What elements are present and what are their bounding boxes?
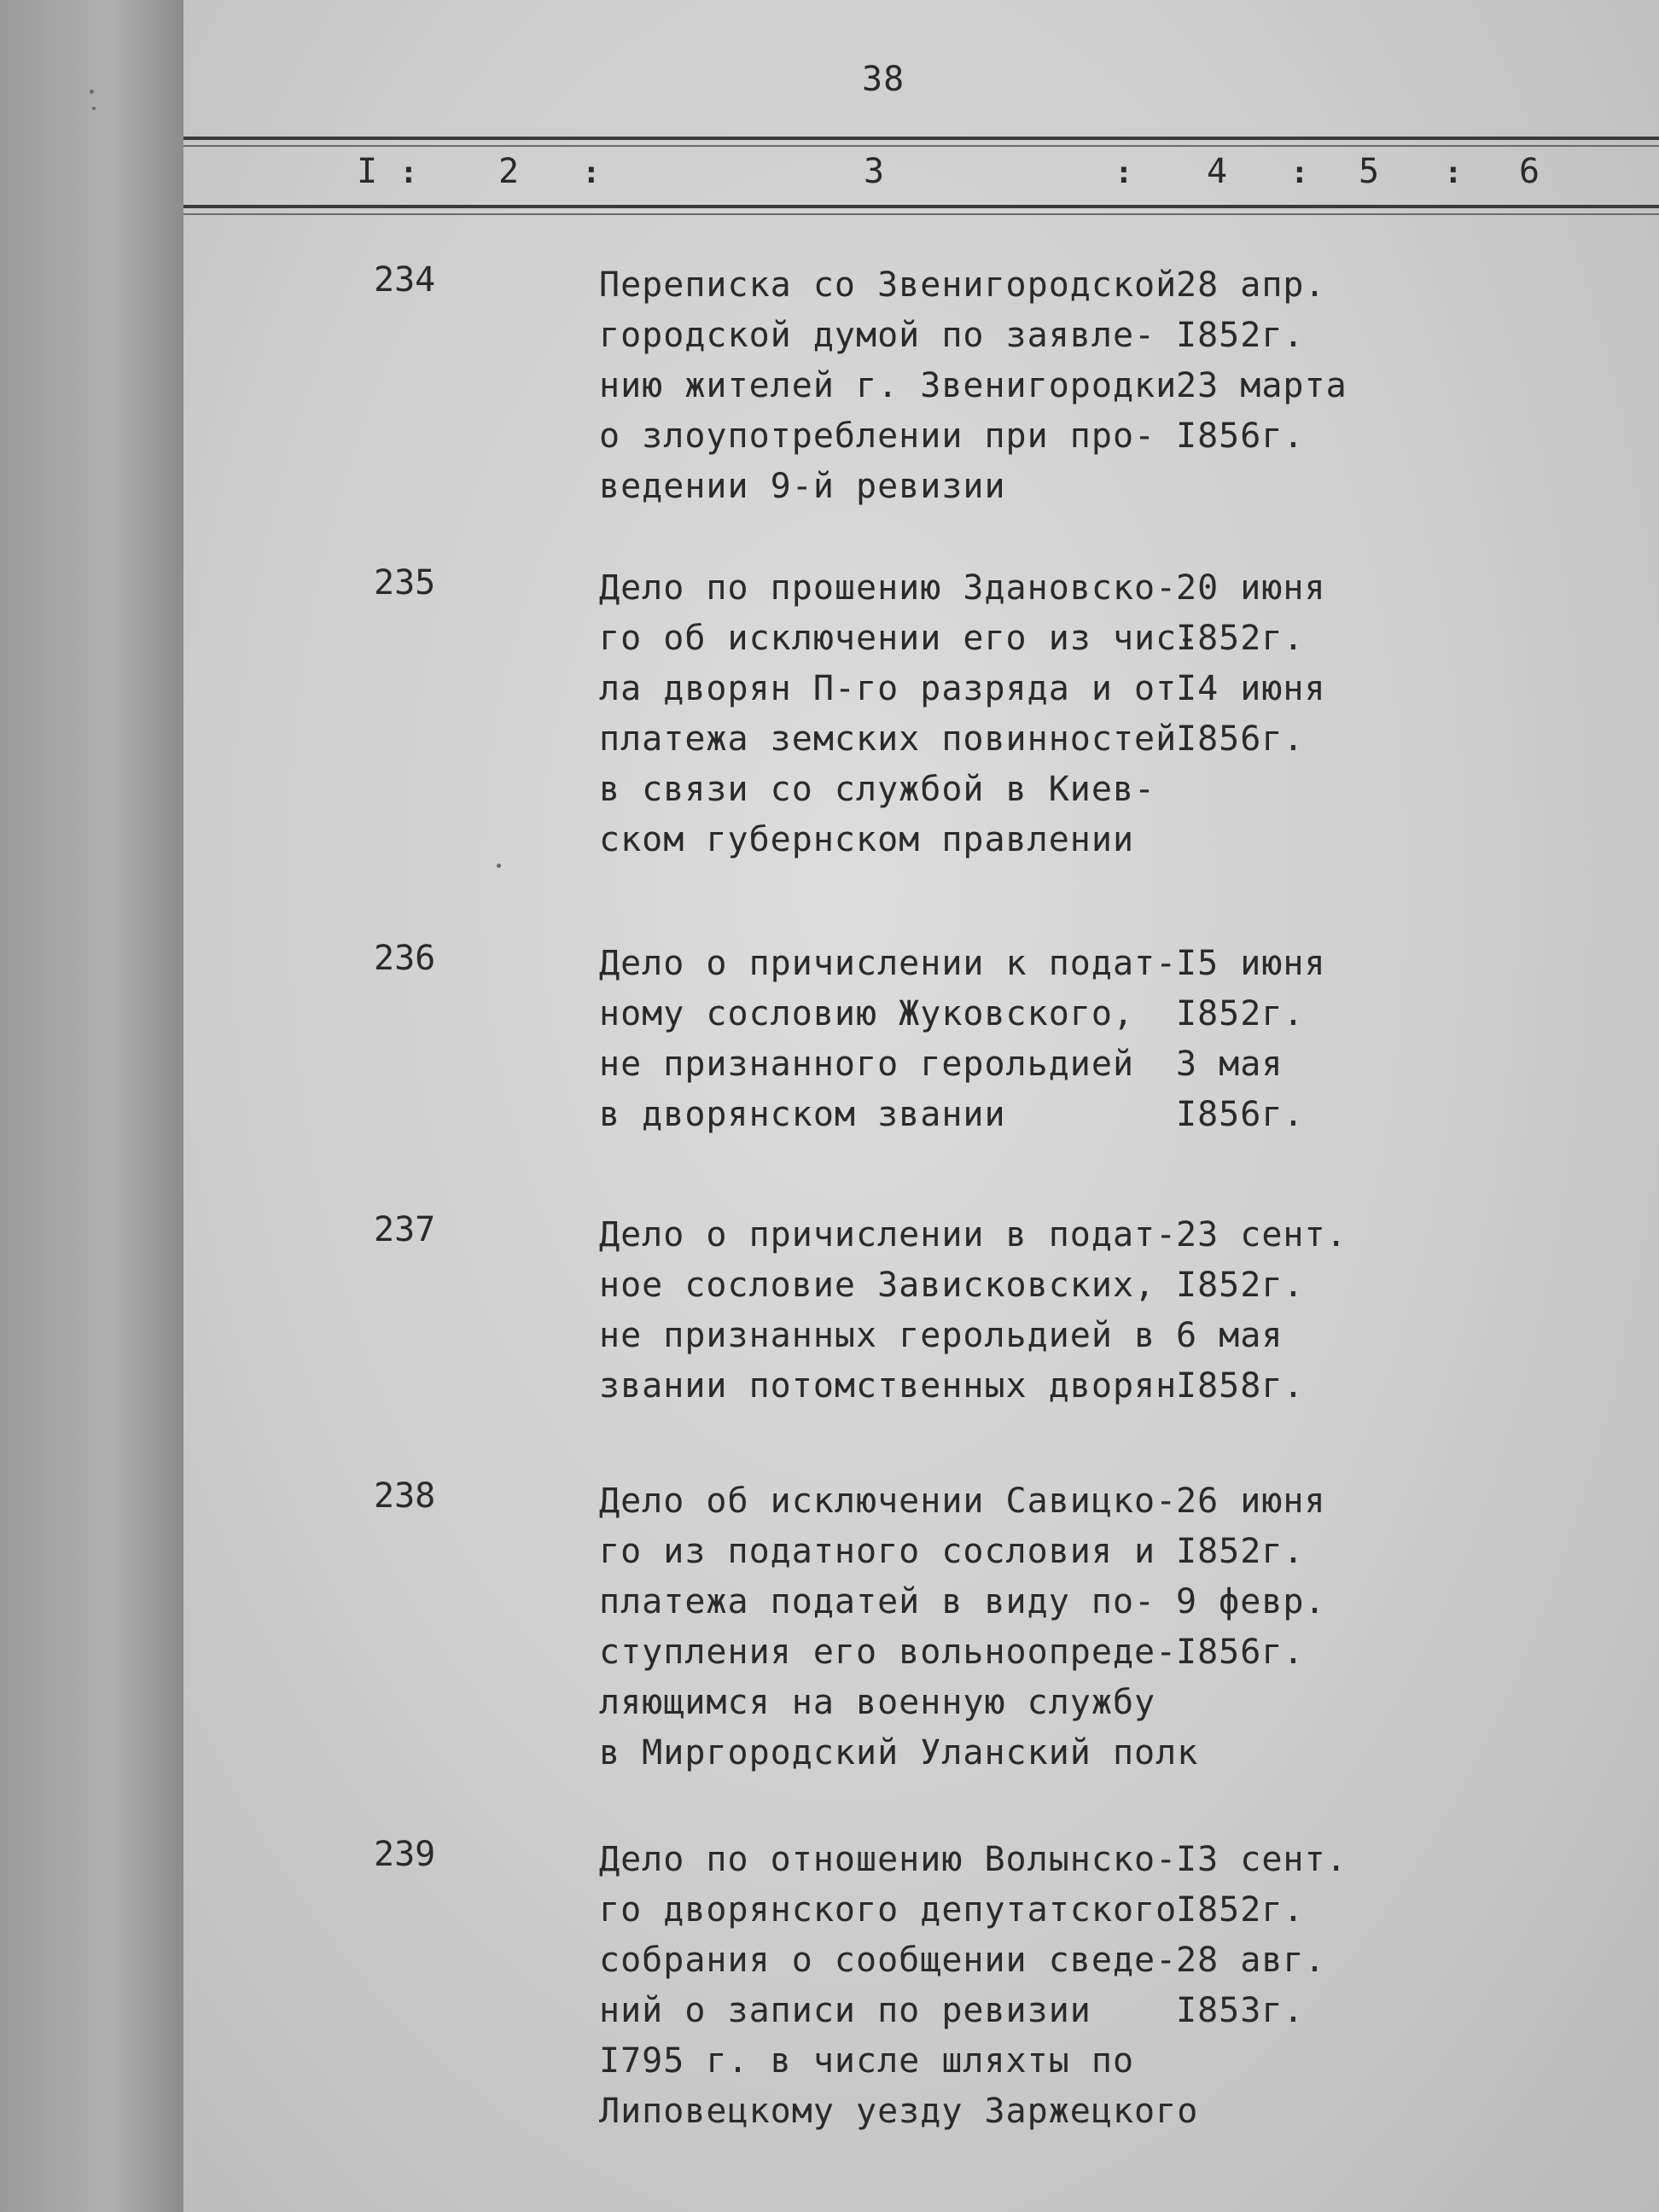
paper-speck: [497, 864, 501, 868]
date-line: 23 сент.: [1176, 1215, 1348, 1254]
binding-gutter: [0, 0, 183, 2212]
entry-dates: [1176, 563, 1326, 765]
header-rule-bottom: [183, 205, 1659, 208]
description-line: ском губернском правлении: [599, 820, 1135, 859]
description-line: ное сословие Зависковских,: [599, 1266, 1156, 1305]
description-line: Дело об исключении Савицко-: [599, 1481, 1178, 1521]
entry-number: 236: [374, 939, 436, 978]
column-header-3: 3: [864, 152, 885, 191]
entry-description: [599, 1476, 1199, 1778]
description-line: платежа податей в виду по-: [599, 1582, 1156, 1621]
entry-dates: [1176, 1835, 1348, 2036]
column-header-5: 5: [1359, 152, 1380, 191]
date-line: I856г.: [1176, 1633, 1305, 1672]
date-line: I852г.: [1176, 1890, 1305, 1930]
description-line: ла дворян П-го разряда и от: [599, 669, 1178, 708]
entry-dates: [1176, 939, 1326, 1140]
header-rule-top: [183, 137, 1659, 140]
date-line: 28 апр.: [1176, 265, 1326, 305]
entry-number: 235: [374, 563, 436, 602]
description-line: платежа земских повинностей: [599, 719, 1178, 759]
date-line: I852г.: [1176, 1266, 1305, 1305]
description-line: ному сословию Жуковского,: [599, 994, 1135, 1033]
description-line: Дело по прошению Здановско-: [599, 568, 1178, 608]
date-line: I852г.: [1176, 316, 1305, 355]
date-line: 9 февр.: [1176, 1582, 1326, 1621]
description-line: городской думой по заявле-: [599, 316, 1156, 355]
date-line: I858г.: [1176, 1366, 1305, 1406]
date-line: I4 июня: [1176, 669, 1326, 708]
entry-number: 238: [374, 1476, 436, 1516]
description-line: Липовецкому уезду Заржецкого: [599, 2092, 1199, 2131]
entry-dates: [1176, 260, 1348, 462]
page-number: 38: [862, 60, 905, 99]
entry-dates: [1176, 1476, 1326, 1678]
date-line: I852г.: [1176, 1532, 1305, 1571]
entry-number: 234: [374, 260, 436, 300]
header-rule-bottom-secondary: [183, 213, 1659, 215]
description-line: в Миргородский Уланский полк: [599, 1733, 1199, 1773]
entry-description: [599, 563, 1199, 865]
header-rule-top-secondary: [183, 145, 1659, 147]
date-line: 28 авг.: [1176, 1941, 1326, 1980]
paper-speck: [92, 107, 96, 110]
entry-number: 237: [374, 1210, 436, 1249]
description-line: Дело о причислении в подат-: [599, 1215, 1178, 1254]
date-line: I852г.: [1176, 994, 1305, 1033]
date-line: 3 мая: [1176, 1045, 1284, 1084]
date-line: I853г.: [1176, 1991, 1305, 2030]
date-line: I856г.: [1176, 416, 1305, 456]
description-line: Дело по отношению Волынско-: [599, 1840, 1178, 1879]
description-line: в дворянском звании: [599, 1095, 1006, 1134]
description-line: Дело о причислении к подат-: [599, 944, 1178, 983]
entry-number: 239: [374, 1835, 436, 1874]
column-header-2: 2: [498, 152, 520, 191]
date-line: 20 июня: [1176, 568, 1326, 608]
description-line: о злоупотреблении при про-: [599, 416, 1156, 456]
description-line: нию жителей г. Звенигородки: [599, 366, 1178, 405]
column-separator: :: [399, 155, 418, 190]
description-line: не признанного герольдией: [599, 1045, 1135, 1084]
description-line: Переписка со Звенигородской: [599, 265, 1178, 305]
description-line: в связи со службой в Киев-: [599, 770, 1156, 809]
date-line: I3 сент.: [1176, 1840, 1348, 1879]
date-line: 26 июня: [1176, 1481, 1326, 1521]
date-line: I852г.: [1176, 619, 1305, 658]
entry-dates: [1176, 1210, 1348, 1412]
description-line: ведении 9-й ревизии: [599, 467, 1006, 506]
description-line: звании потомственных дворян: [599, 1366, 1178, 1406]
entry-description: [599, 1210, 1196, 1412]
column-header-6: 6: [1519, 152, 1540, 191]
description-line: собрания о сообщении сведе-: [599, 1941, 1178, 1980]
date-line: I5 июня: [1176, 944, 1326, 983]
description-line: ляющимся на военную службу: [599, 1683, 1156, 1722]
column-separator: :: [1290, 155, 1309, 190]
column-separator: :: [1444, 155, 1463, 190]
date-line: 6 мая: [1176, 1316, 1284, 1355]
column-separator: :: [582, 155, 601, 190]
description-line: не признанных герольдией в: [599, 1316, 1156, 1355]
column-header-1: I: [357, 152, 378, 191]
description-line: го дворянского депутатского: [599, 1890, 1178, 1930]
date-line: I856г.: [1176, 1095, 1305, 1134]
date-line: 23 марта: [1176, 366, 1348, 405]
column-header-4: 4: [1207, 152, 1228, 191]
description-line: го из податного сословия и: [599, 1532, 1156, 1571]
date-line: I856г.: [1176, 719, 1305, 759]
description-line: го об исключении его из чис-: [599, 619, 1199, 658]
entry-description: [599, 1835, 1199, 2137]
column-separator: :: [1115, 155, 1133, 190]
description-line: ступления его вольноопреде-: [599, 1633, 1178, 1672]
entry-description: [599, 260, 1196, 512]
paper-speck: [90, 90, 94, 94]
description-line: ний о записи по ревизии: [599, 1991, 1091, 2030]
entry-description: [599, 939, 1196, 1140]
description-line: I795 г. в числе шляхты по: [599, 2041, 1135, 2081]
